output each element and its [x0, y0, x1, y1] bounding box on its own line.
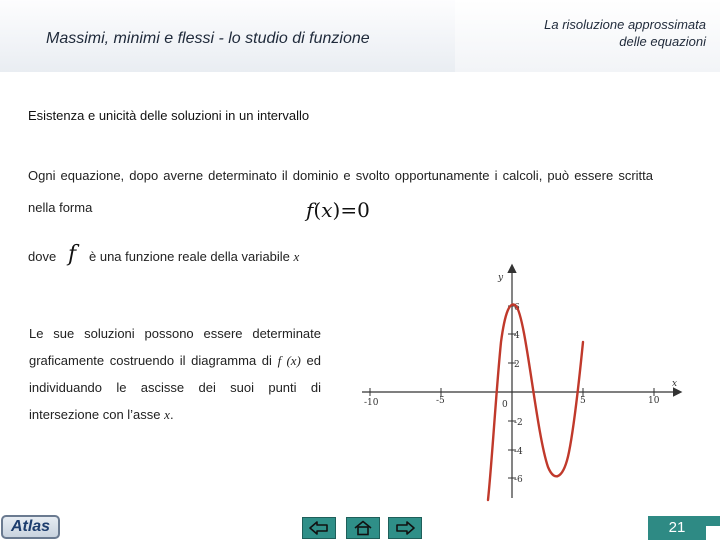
home-button[interactable] [346, 517, 380, 539]
chapter-title-line1: La risoluzione approssimata [544, 17, 706, 32]
y-tick-label: 4 [514, 331, 520, 341]
formula-eq: =0 [340, 198, 370, 222]
y-ticks [508, 303, 523, 485]
formula-f: f [306, 198, 314, 222]
x-axis-label: x [672, 379, 678, 389]
slide-header [0, 0, 720, 72]
previous-button[interactable] [302, 517, 336, 539]
home-icon [352, 520, 374, 536]
y-tick-label: -2 [514, 418, 523, 428]
intro-paragraph: Ogni equazione, dopo averne determinato il dominio e svolto opportunamente i calcoli, può essere scritta nella forma [28, 168, 653, 215]
page-number: 21 [668, 519, 686, 536]
atlas-logo: Atlas [1, 515, 60, 539]
chapter-title [446, 16, 706, 50]
next-button[interactable] [388, 517, 422, 539]
function-description-text: è una funzione reale della variabile [89, 249, 290, 264]
y-tick-label: -6 [514, 475, 523, 485]
section-title: Massimi, minimi e flessi - lo studio di funzione [46, 30, 370, 47]
y-tick-label: 2 [514, 360, 520, 370]
formula-x: x [321, 198, 333, 222]
arrow-right-icon [394, 520, 416, 536]
arrow-left-icon [308, 520, 330, 536]
solutions-end: . [169, 407, 174, 422]
y-axis-label: y [498, 273, 504, 283]
solutions-text2: ed individuando le ascisse dei suoi punti di intersezione con l’asse [29, 353, 321, 422]
slide-heading: Esistenza e unicità delle soluzioni in un intervallo [28, 108, 310, 123]
solutions-fx: f (x) [277, 353, 301, 368]
formula-lparen: ( [313, 198, 322, 222]
solutions-var: x [164, 407, 170, 422]
equation-formula [306, 198, 370, 222]
x-tick-label: -5 [436, 396, 445, 406]
solutions-text1: Le sue soluzioni possono essere determinate graficamente costruendo il diagramma di [29, 326, 321, 368]
formula-rparen: ) [332, 198, 341, 222]
x-tick-label: -10 [364, 398, 379, 408]
graph-axes [362, 266, 680, 498]
x-tick-label: 5 [580, 396, 586, 406]
chapter-title-line2: delle equazioni [619, 34, 706, 49]
page-tab-corner [706, 516, 720, 526]
function-variable: x [293, 249, 300, 264]
solutions-paragraph [29, 320, 321, 428]
function-description [89, 249, 299, 265]
dove-label: dove [28, 249, 57, 264]
x-tick-label: 0 [502, 400, 508, 410]
x-tick-label: 10 [648, 396, 660, 406]
function-symbol: f [68, 242, 77, 267]
function-graph [350, 262, 690, 502]
y-tick-label: -4 [514, 447, 523, 457]
y-tick-label: 6 [514, 303, 520, 313]
